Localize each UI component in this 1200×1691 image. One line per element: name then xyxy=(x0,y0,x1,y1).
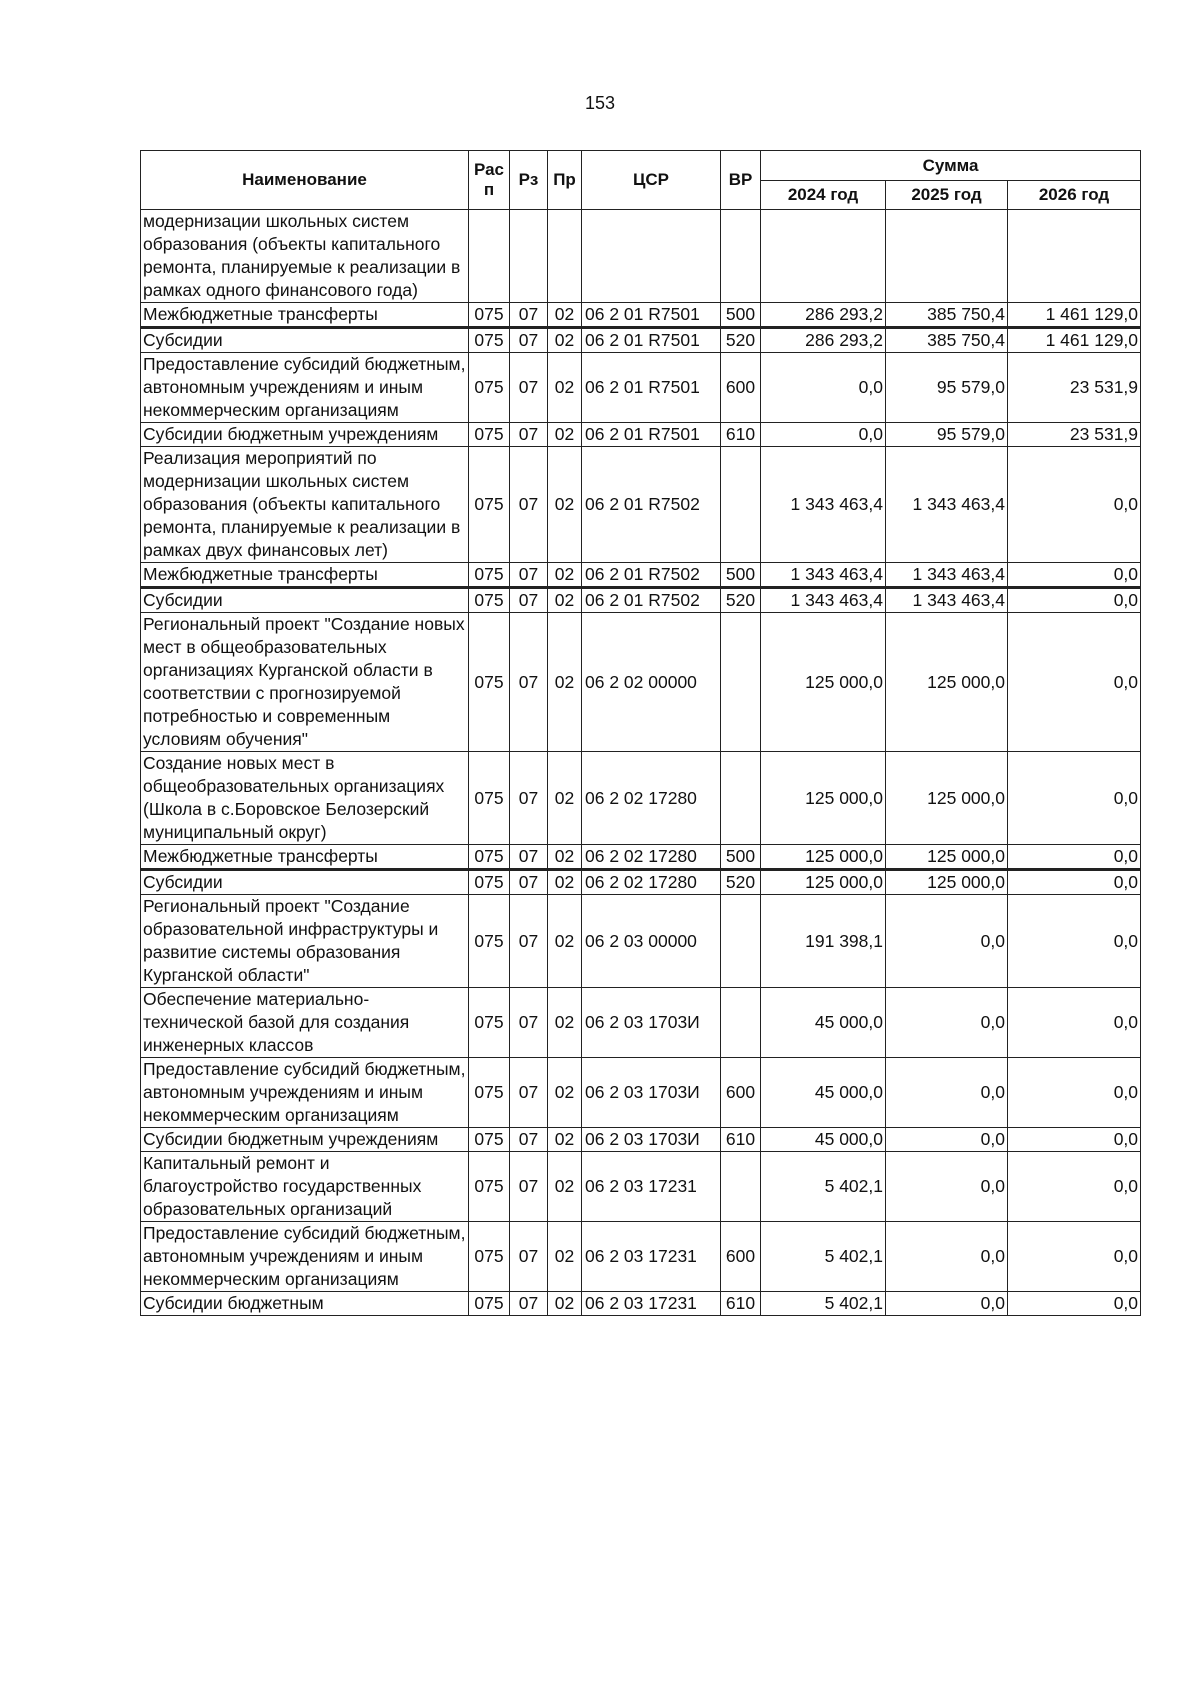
cell-vr: 610 xyxy=(721,423,761,447)
cell-2025: 95 579,0 xyxy=(886,353,1008,423)
cell-csr: 06 2 03 17231 xyxy=(582,1222,721,1292)
cell-2026: 0,0 xyxy=(1008,1058,1141,1128)
cell-2025: 385 750,4 xyxy=(886,328,1008,353)
cell-rasp: 075 xyxy=(469,1058,510,1128)
cell-2026 xyxy=(1008,210,1141,303)
cell-csr: 06 2 01 R7501 xyxy=(582,303,721,328)
cell-vr: 520 xyxy=(721,328,761,353)
table-row xyxy=(141,1058,1141,1128)
cell-2026: 0,0 xyxy=(1008,588,1141,613)
cell-rz xyxy=(510,210,548,303)
cell-2026: 23 531,9 xyxy=(1008,423,1141,447)
table-row xyxy=(141,210,1141,303)
cell-name: Капитальный ремонт и благоустройство государственных образовательных организаций xyxy=(141,1152,469,1222)
cell-rz: 07 xyxy=(510,845,548,870)
cell-csr: 06 2 03 1703И xyxy=(582,1058,721,1128)
cell-2024: 45 000,0 xyxy=(761,988,886,1058)
cell-pr: 02 xyxy=(548,1152,582,1222)
cell-2024: 5 402,1 xyxy=(761,1292,886,1316)
cell-name: Субсидии бюджетным xyxy=(141,1292,469,1316)
cell-rz: 07 xyxy=(510,447,548,563)
table-row xyxy=(141,752,1141,845)
table-row xyxy=(141,1152,1141,1222)
cell-2024: 125 000,0 xyxy=(761,870,886,895)
cell-csr: 06 2 01 R7502 xyxy=(582,588,721,613)
cell-pr: 02 xyxy=(548,1292,582,1316)
cell-2025: 125 000,0 xyxy=(886,845,1008,870)
cell-rz: 07 xyxy=(510,870,548,895)
cell-rasp: 075 xyxy=(469,328,510,353)
header-name: Наименование xyxy=(141,151,469,210)
cell-pr: 02 xyxy=(548,1222,582,1292)
cell-2026: 0,0 xyxy=(1008,1222,1141,1292)
cell-vr: 520 xyxy=(721,870,761,895)
cell-vr: 600 xyxy=(721,1058,761,1128)
cell-name: Предоставление субсидий бюджетным, автономным учреждениям и иным некоммерческим организациям xyxy=(141,353,469,423)
header-year-2025: 2025 год xyxy=(886,181,1008,210)
header-rasp: Рас п xyxy=(469,151,510,210)
header-vr: ВР xyxy=(721,151,761,210)
cell-pr: 02 xyxy=(548,988,582,1058)
cell-csr: 06 2 02 17280 xyxy=(582,752,721,845)
cell-vr xyxy=(721,447,761,563)
cell-2026: 0,0 xyxy=(1008,895,1141,988)
cell-name: Создание новых мест в общеобразовательных организациях (Школа в с.Боровское Белозерский муниципальный округ) xyxy=(141,752,469,845)
cell-rz: 07 xyxy=(510,588,548,613)
cell-csr: 06 2 02 00000 xyxy=(582,613,721,752)
cell-csr: 06 2 01 R7502 xyxy=(582,447,721,563)
cell-rasp: 075 xyxy=(469,353,510,423)
cell-rasp: 075 xyxy=(469,988,510,1058)
cell-pr: 02 xyxy=(548,563,582,588)
cell-2026: 23 531,9 xyxy=(1008,353,1141,423)
cell-2026: 0,0 xyxy=(1008,1292,1141,1316)
cell-csr: 06 2 03 17231 xyxy=(582,1292,721,1316)
cell-name: Реализация мероприятий по модернизации школьных систем образования (объекты капитального ремонта, планируемые к реализации в рамках двух финансовых лет) xyxy=(141,447,469,563)
cell-2025: 0,0 xyxy=(886,1058,1008,1128)
cell-2024: 1 343 463,4 xyxy=(761,588,886,613)
cell-pr: 02 xyxy=(548,895,582,988)
cell-2024: 191 398,1 xyxy=(761,895,886,988)
table-row xyxy=(141,588,1141,613)
cell-2025: 125 000,0 xyxy=(886,752,1008,845)
cell-csr: 06 2 01 R7501 xyxy=(582,353,721,423)
cell-2025: 95 579,0 xyxy=(886,423,1008,447)
cell-rasp: 075 xyxy=(469,423,510,447)
budget-table-container xyxy=(140,150,1140,1316)
cell-csr: 06 2 03 00000 xyxy=(582,895,721,988)
cell-2024: 5 402,1 xyxy=(761,1222,886,1292)
cell-rasp: 075 xyxy=(469,1292,510,1316)
cell-2024: 1 343 463,4 xyxy=(761,447,886,563)
cell-csr: 06 2 03 1703И xyxy=(582,988,721,1058)
cell-2024: 286 293,2 xyxy=(761,303,886,328)
cell-2025: 0,0 xyxy=(886,1152,1008,1222)
cell-2025: 125 000,0 xyxy=(886,870,1008,895)
header-year-2026: 2026 год xyxy=(1008,181,1141,210)
table-row xyxy=(141,328,1141,353)
table-header xyxy=(141,151,1141,210)
cell-pr: 02 xyxy=(548,870,582,895)
cell-2025: 0,0 xyxy=(886,1128,1008,1152)
cell-pr: 02 xyxy=(548,328,582,353)
cell-csr: 06 2 03 17231 xyxy=(582,1152,721,1222)
cell-name: Субсидии xyxy=(141,870,469,895)
budget-table xyxy=(140,150,1141,1316)
cell-name: Межбюджетные трансферты xyxy=(141,563,469,588)
cell-rz: 07 xyxy=(510,1152,548,1222)
cell-name: Субсидии бюджетным учреждениям xyxy=(141,423,469,447)
cell-rz: 07 xyxy=(510,303,548,328)
cell-vr: 500 xyxy=(721,563,761,588)
cell-rz: 07 xyxy=(510,613,548,752)
cell-rasp: 075 xyxy=(469,845,510,870)
cell-rz: 07 xyxy=(510,423,548,447)
cell-2024: 125 000,0 xyxy=(761,752,886,845)
cell-2026: 1 461 129,0 xyxy=(1008,328,1141,353)
cell-rz: 07 xyxy=(510,1058,548,1128)
cell-rasp: 075 xyxy=(469,447,510,563)
cell-2025: 0,0 xyxy=(886,895,1008,988)
cell-csr: 06 2 02 17280 xyxy=(582,870,721,895)
table-body xyxy=(141,210,1141,1316)
cell-2025: 0,0 xyxy=(886,1292,1008,1316)
header-rz: Рз xyxy=(510,151,548,210)
cell-name: Предоставление субсидий бюджетным, автономным учреждениям и иным некоммерческим организациям xyxy=(141,1058,469,1128)
cell-vr xyxy=(721,613,761,752)
cell-2024: 0,0 xyxy=(761,353,886,423)
cell-2026: 0,0 xyxy=(1008,1128,1141,1152)
cell-2026: 0,0 xyxy=(1008,1152,1141,1222)
cell-rz: 07 xyxy=(510,1128,548,1152)
cell-rasp: 075 xyxy=(469,895,510,988)
table-row xyxy=(141,423,1141,447)
table-row xyxy=(141,1292,1141,1316)
cell-name: Субсидии xyxy=(141,328,469,353)
cell-2026: 0,0 xyxy=(1008,752,1141,845)
cell-rz: 07 xyxy=(510,752,548,845)
cell-2026: 0,0 xyxy=(1008,870,1141,895)
cell-pr: 02 xyxy=(548,303,582,328)
cell-rasp: 075 xyxy=(469,870,510,895)
cell-2024: 125 000,0 xyxy=(761,613,886,752)
table-row xyxy=(141,1128,1141,1152)
cell-vr: 600 xyxy=(721,1222,761,1292)
cell-name: Предоставление субсидий бюджетным, автономным учреждениям и иным некоммерческим организациям xyxy=(141,1222,469,1292)
cell-2024: 45 000,0 xyxy=(761,1128,886,1152)
cell-vr: 600 xyxy=(721,353,761,423)
cell-rz: 07 xyxy=(510,1222,548,1292)
cell-2025: 385 750,4 xyxy=(886,303,1008,328)
page-number: 153 xyxy=(584,93,616,113)
table-row xyxy=(141,845,1141,870)
cell-2025: 1 343 463,4 xyxy=(886,447,1008,563)
cell-2026: 0,0 xyxy=(1008,563,1141,588)
header-csr: ЦСР xyxy=(582,151,721,210)
cell-pr xyxy=(548,210,582,303)
cell-vr xyxy=(721,210,761,303)
cell-rasp: 075 xyxy=(469,303,510,328)
cell-name: Межбюджетные трансферты xyxy=(141,845,469,870)
cell-rasp: 075 xyxy=(469,613,510,752)
cell-rasp: 075 xyxy=(469,1152,510,1222)
cell-rz: 07 xyxy=(510,563,548,588)
cell-rasp: 075 xyxy=(469,752,510,845)
cell-vr: 500 xyxy=(721,845,761,870)
cell-2026: 1 461 129,0 xyxy=(1008,303,1141,328)
cell-2024: 1 343 463,4 xyxy=(761,563,886,588)
cell-csr: 06 2 03 1703И xyxy=(582,1128,721,1152)
cell-2025: 1 343 463,4 xyxy=(886,588,1008,613)
cell-vr: 520 xyxy=(721,588,761,613)
cell-csr: 06 2 01 R7501 xyxy=(582,423,721,447)
table-row xyxy=(141,303,1141,328)
table-row xyxy=(141,1222,1141,1292)
cell-csr: 06 2 01 R7502 xyxy=(582,563,721,588)
cell-2026: 0,0 xyxy=(1008,988,1141,1058)
cell-name: Субсидии бюджетным учреждениям xyxy=(141,1128,469,1152)
cell-pr: 02 xyxy=(548,613,582,752)
cell-pr: 02 xyxy=(548,1058,582,1128)
cell-pr: 02 xyxy=(548,423,582,447)
cell-vr xyxy=(721,988,761,1058)
cell-2024: 125 000,0 xyxy=(761,845,886,870)
cell-name: Обеспечение материально-технической базой для создания инженерных классов xyxy=(141,988,469,1058)
cell-pr: 02 xyxy=(548,845,582,870)
cell-2026: 0,0 xyxy=(1008,613,1141,752)
cell-rasp: 075 xyxy=(469,563,510,588)
cell-csr: 06 2 01 R7501 xyxy=(582,328,721,353)
cell-rasp: 075 xyxy=(469,1128,510,1152)
table-row xyxy=(141,870,1141,895)
cell-vr: 500 xyxy=(721,303,761,328)
cell-pr: 02 xyxy=(548,752,582,845)
cell-name: Межбюджетные трансферты xyxy=(141,303,469,328)
header-pr: Пр xyxy=(548,151,582,210)
cell-pr: 02 xyxy=(548,447,582,563)
cell-name: модернизации школьных систем образования (объекты капитального ремонта, планируемые к реализации в рамках одного финансового года) xyxy=(141,210,469,303)
cell-rasp: 075 xyxy=(469,588,510,613)
cell-vr xyxy=(721,1152,761,1222)
header-sum: Сумма xyxy=(761,151,1141,181)
cell-csr: 06 2 02 17280 xyxy=(582,845,721,870)
cell-2024: 5 402,1 xyxy=(761,1152,886,1222)
cell-pr: 02 xyxy=(548,588,582,613)
cell-2026: 0,0 xyxy=(1008,447,1141,563)
header-year-2024: 2024 год xyxy=(761,181,886,210)
cell-vr: 610 xyxy=(721,1292,761,1316)
cell-2025: 0,0 xyxy=(886,988,1008,1058)
cell-rz: 07 xyxy=(510,988,548,1058)
cell-pr: 02 xyxy=(548,1128,582,1152)
cell-pr: 02 xyxy=(548,353,582,423)
cell-csr xyxy=(582,210,721,303)
cell-2024: 286 293,2 xyxy=(761,328,886,353)
cell-rz: 07 xyxy=(510,895,548,988)
cell-vr xyxy=(721,895,761,988)
cell-2025: 0,0 xyxy=(886,1222,1008,1292)
table-row xyxy=(141,353,1141,423)
table-row xyxy=(141,563,1141,588)
cell-rz: 07 xyxy=(510,1292,548,1316)
cell-vr xyxy=(721,752,761,845)
cell-rz: 07 xyxy=(510,328,548,353)
cell-2026: 0,0 xyxy=(1008,845,1141,870)
cell-2025: 125 000,0 xyxy=(886,613,1008,752)
table-row xyxy=(141,613,1141,752)
cell-2025 xyxy=(886,210,1008,303)
cell-vr: 610 xyxy=(721,1128,761,1152)
table-row xyxy=(141,988,1141,1058)
table-row xyxy=(141,895,1141,988)
cell-rz: 07 xyxy=(510,353,548,423)
cell-2024 xyxy=(761,210,886,303)
cell-name: Региональный проект "Создание образовательной инфраструктуры и развитие системы образования Курганской области" xyxy=(141,895,469,988)
cell-rasp: 075 xyxy=(469,1222,510,1292)
cell-2025: 1 343 463,4 xyxy=(886,563,1008,588)
table-row xyxy=(141,447,1141,563)
cell-rasp xyxy=(469,210,510,303)
cell-name: Субсидии xyxy=(141,588,469,613)
cell-name: Региональный проект "Создание новых мест в общеобразовательных организациях Курганской области в соответствии с прогнозируемой потребностью и современным условиям обучения" xyxy=(141,613,469,752)
cell-2024: 0,0 xyxy=(761,423,886,447)
cell-2024: 45 000,0 xyxy=(761,1058,886,1128)
